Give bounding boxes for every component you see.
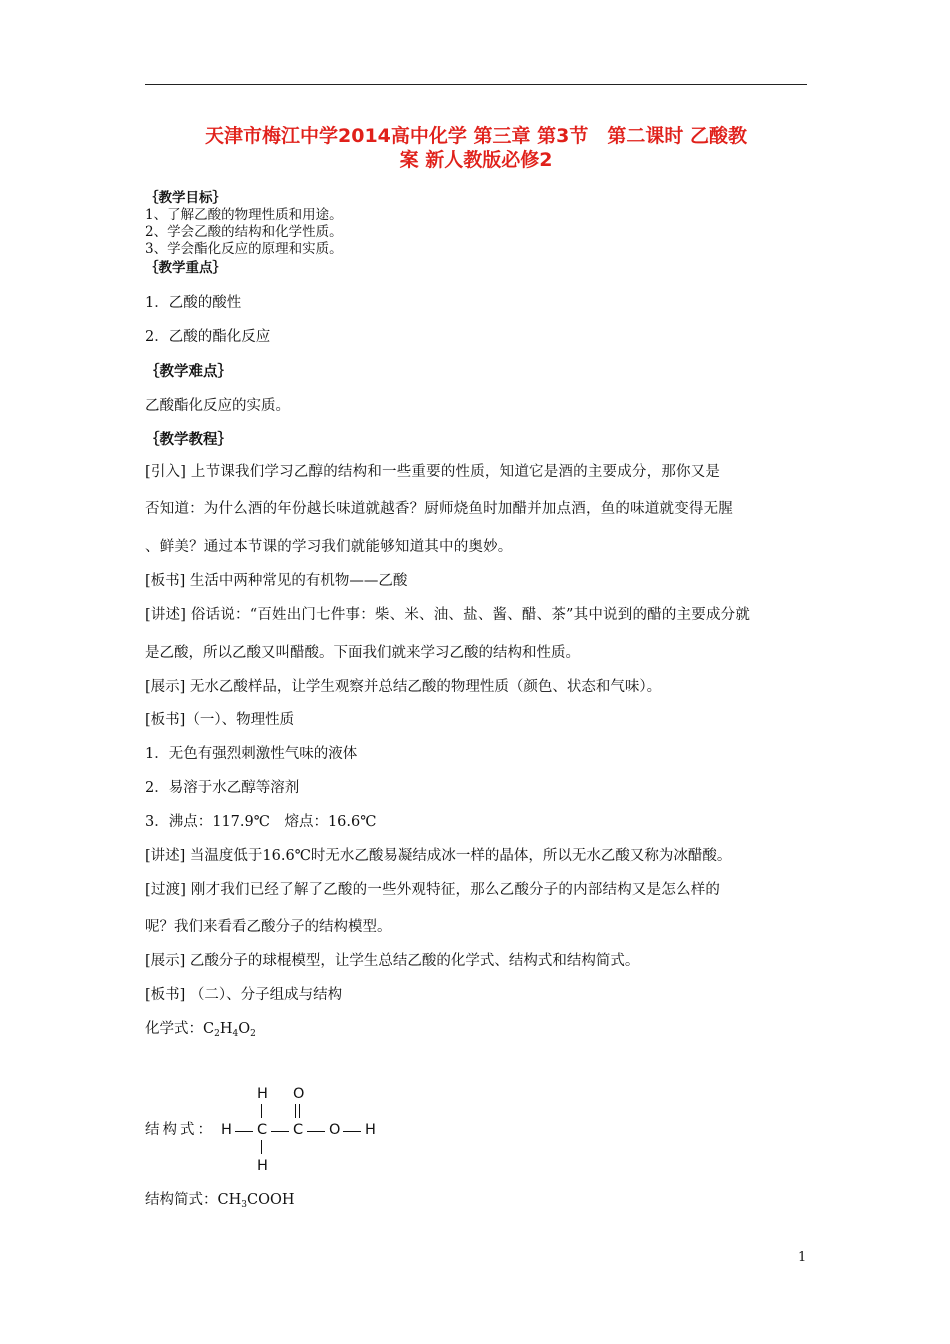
paragraph-line: 否知道：为什么酒的年份越长味道就越香？厨师烧鱼时加醋并加点酒，鱼的味道就变得无腥: [145, 501, 733, 517]
single-bond-horizontal: [307, 1131, 325, 1132]
paragraph-line: [展示] 乙酸分子的球棍模型，让学生总结乙酸的化学式、结构式和结构简式。: [145, 953, 640, 969]
paragraph-line: [板书] （二）、分子组成与结构: [145, 987, 343, 1003]
structural-formula-label: 结构式：: [145, 1122, 215, 1138]
paragraph-line: 1．无色有强烈刺激性气味的液体: [145, 746, 358, 762]
goals-heading: ｛教学目标｝: [145, 190, 226, 206]
double-bond-line: [295, 1104, 296, 1118]
key-points-heading: ｛教学重点｝: [145, 260, 226, 276]
atom-c-2: C: [293, 1122, 304, 1138]
goal-item-3: 3、学会酯化反应的原理和实质。: [145, 241, 343, 257]
single-bond-vertical: [261, 1104, 262, 1118]
atom-h-right: H: [365, 1122, 376, 1138]
formula-label: 化学式：: [145, 1021, 203, 1037]
atom-o-mid: O: [329, 1122, 341, 1138]
paragraph-line: 2．易溶于水乙醇等溶剂: [145, 780, 300, 796]
paragraph-line: 呢？我们来看看乙酸分子的结构模型。: [145, 919, 392, 935]
paragraph-line: 、鲜美？通过本节课的学习我们就能够知道其中的奥妙。: [145, 539, 513, 555]
difficult-points-heading: ｛教学难点｝: [145, 363, 232, 380]
goal-item-1: 1、了解乙酸的物理性质和用途。: [145, 207, 343, 223]
paragraph-line: [板书]（一）、物理性质: [145, 712, 295, 728]
atom-o-top: O: [293, 1086, 305, 1102]
header-rule: [145, 84, 807, 85]
paragraph-line: [讲述] 当温度低于16.6℃时无水乙酸易凝结成冰一样的晶体，所以无水乙酸又称为冰醋酸。: [145, 848, 732, 864]
single-bond-vertical: [261, 1140, 262, 1154]
paragraph-line: [展示] 无水乙酸样品，让学生观察并总结乙酸的物理性质（颜色、状态和气味）。: [145, 679, 662, 695]
structural-simple-formula: 结构简式：$CH_3COOH$: [145, 1192, 295, 1210]
double-bond-line: [299, 1104, 300, 1118]
single-bond-horizontal: [343, 1131, 361, 1132]
simple-formula-label: 结构简式：: [145, 1192, 218, 1208]
atom-h-left: H: [221, 1122, 232, 1138]
chemical-formula: 化学式：$C_2H_4O_2$: [145, 1021, 256, 1039]
process-heading: ｛教学教程｝: [145, 431, 232, 448]
document-title-line-1: 天津市梅江中学2014高中化学 第三章 第3节 第二课时 乙酸教: [205, 125, 747, 147]
atom-c-1: C: [257, 1122, 268, 1138]
key-point-2: 2．乙酸的酯化反应: [145, 329, 271, 345]
paragraph-line: [过渡] 刚才我们已经了解了乙酸的一些外观特征，那么乙酸分子的内部结构又是怎么样的: [145, 882, 721, 898]
paragraph-line: 3．沸点：117.9℃ 熔点：16.6℃: [145, 814, 377, 830]
goal-item-2: 2、学会乙酸的结构和化学性质。: [145, 224, 343, 240]
atom-h-top: H: [257, 1086, 268, 1102]
atom-h-bottom: H: [257, 1158, 268, 1174]
page-number: 1: [798, 1250, 807, 1265]
document-title-line-2: 案 新人教版必修2: [399, 149, 553, 171]
paragraph-line: [板书] 生活中两种常见的有机物——乙酸: [145, 573, 408, 589]
paragraph-line: [引入] 上节课我们学习乙醇的结构和一些重要的性质，知道它是酒的主要成分，那你又是: [145, 464, 721, 480]
single-bond-horizontal: [271, 1131, 289, 1132]
structural-formula: [145, 1082, 385, 1178]
key-point-1: 1．乙酸的酸性: [145, 295, 242, 311]
difficult-point-1: 乙酸酯化反应的实质。: [145, 398, 290, 414]
single-bond-horizontal: [235, 1131, 253, 1132]
paragraph-line: [讲述] 俗话说：“百姓出门七件事：柴、米、油、盐、酱、醋、茶”其中说到的醋的主要成分就: [145, 607, 751, 623]
paragraph-line: 是乙酸，所以乙酸又叫醋酸。下面我们就来学习乙酸的结构和性质。: [145, 645, 580, 661]
